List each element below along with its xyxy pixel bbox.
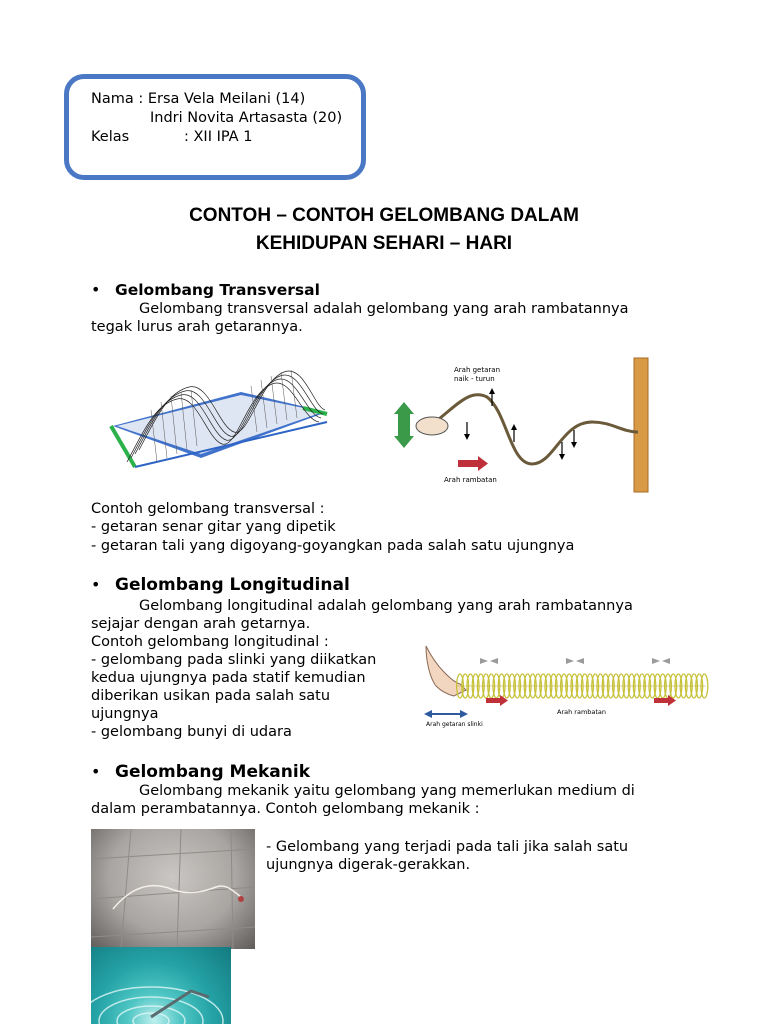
mekanik-desc-1: Gelombang mekanik yaitu gelombang yang memerlukan medium di	[139, 783, 635, 799]
bullet-icon: •	[91, 575, 101, 594]
mekanik-example-1-line2: ujungnya digerak-gerakkan.	[266, 857, 471, 873]
section-heading-longitudinal: Gelombang Longitudinal	[115, 575, 350, 595]
slinky-arah-rambatan-label: Arah rambatan	[557, 708, 607, 716]
section-heading-mekanik: Gelombang Mekanik	[115, 762, 310, 782]
transversal-example-1: - getaran senar gitar yang dipetik	[91, 519, 336, 535]
transversal-examples-title: Contoh gelombang transversal :	[91, 501, 325, 517]
student-name-2: Indri Novita Artasasta (20)	[150, 110, 343, 126]
section-heading-transversal: Gelombang Transversal	[115, 281, 320, 299]
arah-rambatan-label: Arah rambatan	[444, 476, 497, 484]
arah-getaran-label: Arah getaran	[454, 366, 501, 374]
arah-getaran-slinki-label: Arah getaran slinki	[426, 721, 483, 728]
kelas-label: Kelas	[91, 129, 130, 145]
longitudinal-example-1-line2: kedua ujungnya pada statif kemudian	[91, 670, 366, 686]
page-title-line2: KEHIDUPAN SEHARI – HARI	[255, 233, 513, 254]
longitudinal-desc-1: Gelombang longitudinal adalah gelombang yang arah rambatannya	[139, 598, 633, 614]
rope-on-floor-photo	[91, 829, 255, 949]
mekanik-example-1-line1: - Gelombang yang terjadi pada tali jika salah satu	[266, 839, 629, 855]
rope-wave-diagram	[392, 352, 658, 494]
longitudinal-example-1-line3: diberikan usikan pada salah satu	[91, 688, 331, 704]
student-name-1: Nama : Ersa Vela Meilani (14)	[91, 91, 306, 107]
longitudinal-example-2: - gelombang bunyi di udara	[91, 724, 292, 740]
bullet-icon: •	[91, 280, 101, 299]
longitudinal-example-1-line1: - gelombang pada slinki yang diikatkan	[91, 652, 377, 668]
longitudinal-desc-2: sejajar dengan arah getarnya.	[91, 616, 311, 632]
naik-turun-label: naik - turun	[454, 375, 495, 383]
transversal-desc-1: Gelombang transversal adalah gelombang yang arah rambatannya	[139, 301, 629, 317]
longitudinal-examples-title: Contoh gelombang longitudinal :	[91, 634, 329, 650]
kelas-value: : XII IPA 1	[184, 129, 253, 145]
transversal-example-2: - getaran tali yang digoyang-goyangkan pada salah satu ujungnya	[91, 538, 575, 554]
transverse-wave-3d-image	[91, 340, 349, 500]
transversal-desc-2: tegak lurus arah getarannya.	[91, 319, 303, 335]
mekanik-desc-2: dalam perambatannya. Contoh gelombang mekanik :	[91, 801, 480, 817]
longitudinal-example-1-line4: ujungnya	[91, 706, 159, 722]
slinky-diagram	[420, 642, 710, 734]
page-title-line1: CONTOH – CONTOH GELOMBANG DALAM	[189, 205, 579, 226]
bullet-icon: •	[91, 762, 101, 781]
water-ripple-photo	[91, 947, 231, 1024]
